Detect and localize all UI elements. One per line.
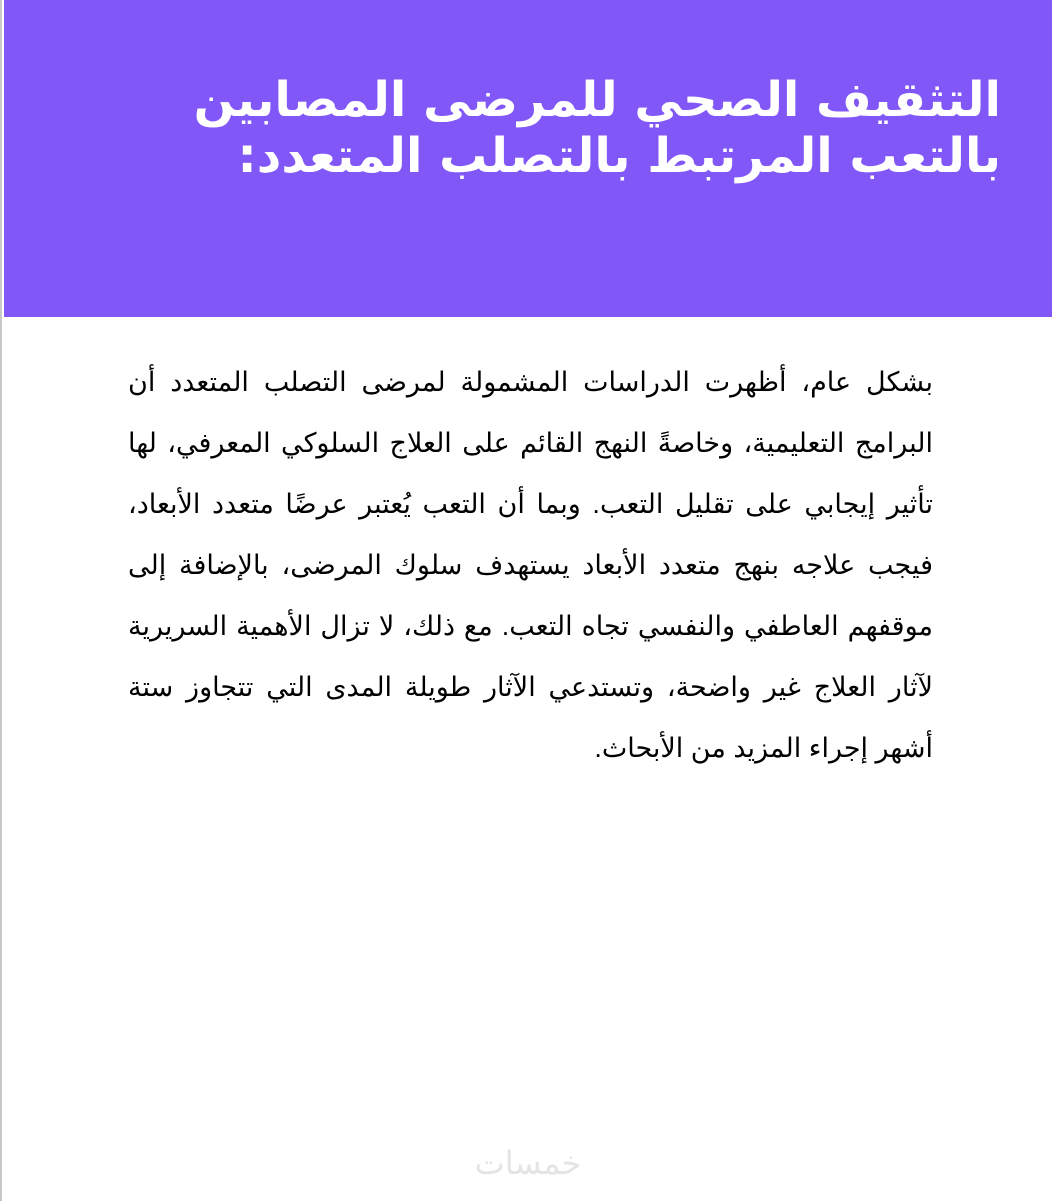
watermark-logo: خمسات xyxy=(474,1144,582,1182)
body-paragraph: بشكل عام، أظهرت الدراسات المشمولة لمرضى التصلب المتعدد أن البرامج التعليمية، وخاصةً النهج القائم على العلاج السلوكي المعرفي، لها تأثير إيجابي على تقليل التعب. وبما أن التعب يُعتبر عرضًا متعدد الأبعاد، فيجب علاجه بنهج متعدد الأبعاد يستهدف سلوك المرضى، بالإضافة إلى موقفهم العاطفي والنفسي تجاه التعب. مع ذلك، لا تزال الأهمية السريرية لآثار العلاج غير واضحة، وتستدعي الآثار طويلة المدى التي تتجاوز ستة أشهر إجراء المزيد من الأبحاث. xyxy=(128,367,933,763)
title-banner xyxy=(4,0,1052,317)
page-title: التثقيف الصحي للمرضى المصابين بالتعب المرتبط بالتصلب المتعدد: xyxy=(193,72,1001,184)
